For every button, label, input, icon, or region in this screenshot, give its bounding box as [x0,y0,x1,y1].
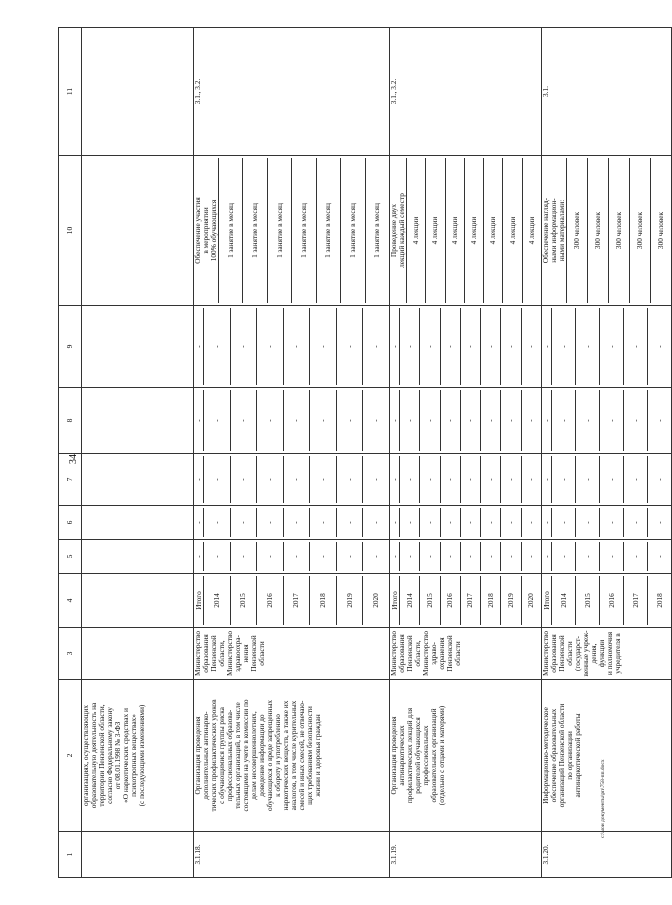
funding-federal [82,506,194,540]
indicator-value: 1 занятие в месяц [340,158,364,303]
funding-local-value: - [542,419,551,422]
activity-name: Информационно-методическое обеспечение образовательных организаций Пензенской области по организации антинаркотической работы [542,680,672,832]
funding-local-value: - [336,390,363,451]
funding-federal-value: - [194,521,203,524]
funding-regional-value: - [419,456,439,503]
indicator-value: 1 занятие в месяц [316,158,340,303]
funding-local [542,388,672,454]
funding-total-value: - [390,555,399,558]
funding-local-value: - [203,390,230,451]
indicator-heading: Обеспечение нагляд- ными информацион- ными материалами: [541,197,567,264]
period [194,574,390,628]
funding-other-value: - [283,308,310,385]
period-value: 2015 [230,576,257,625]
period-value: 2015 [419,576,439,625]
funding-total-value: - [500,542,520,571]
funding-federal-value: - [440,508,460,537]
funding-total-value: - [521,542,541,571]
funding-total-value: - [440,542,460,571]
funding-federal-value: - [599,508,623,537]
funding-federal-value: - [500,508,520,537]
funding-other-value: - [500,308,520,385]
funding-local-value: - [551,390,575,451]
funding-other-value: - [542,345,551,348]
funding-other-value: - [399,308,419,385]
indicator-value: 300 человек [629,158,650,303]
funding-local-value: - [647,390,671,451]
funding-regional-value: - [230,456,257,503]
period-value: 2015 [575,576,599,625]
funding-total-value: - [419,542,439,571]
item-number: 3.1.18. [194,832,390,878]
funding-federal-value: - [460,508,480,537]
period-value: 2020 [521,576,541,625]
period-value: 2018 [647,576,671,625]
target-indicator-ref: 3.1., 3.2. [390,28,542,156]
funding-regional [390,454,542,506]
col-header: 10 [59,156,82,306]
funding-federal-value: - [362,508,389,537]
funding-other-value: - [575,308,599,385]
funding-other-value: - [480,308,500,385]
period-value: 2014 [203,576,230,625]
funding-federal-value: - [390,521,399,524]
funding-regional-value: - [390,478,399,481]
item-number [82,832,194,878]
item-number: 3.1.19. [390,832,542,878]
funding-local-value: - [480,390,500,451]
col-header: 4 [59,574,82,628]
indicator-heading: Обеспечение участия в мероприятии 100% обучающихся [193,197,219,264]
program-table [58,27,672,878]
period [390,574,542,628]
funding-regional [542,454,672,506]
period-value: 2016 [599,576,623,625]
funding-regional-value: - [309,456,336,503]
funding-local-value: - [362,390,389,451]
indicator-value: 4 лекции [464,158,483,303]
funding-total-value: - [599,542,623,571]
executor: Министерство образования Пензенской области, Министерство здравоохра- нения Пензенской области [194,628,390,680]
funding-federal-value: - [309,508,336,537]
funding-local-value: - [440,390,460,451]
funding-other-value: - [390,345,399,348]
funding-other-value: - [256,308,283,385]
funding-other-value: - [194,345,203,348]
funding-total-value: - [460,542,480,571]
executor: Министерство образования Пензенской области (государст- венные учреж- дения, функции и полномочия учредителя в [542,628,672,680]
funding-total-value: - [283,542,310,571]
funding-regional-value: - [542,478,551,481]
funding-federal-value: - [399,508,419,537]
funding-other [542,306,672,388]
period-value: 2016 [256,576,283,625]
funding-total [194,540,390,574]
activity-name: организациях, осуществляющих образовательную деятельность на территории Пензенской области, согласно Федеральному закону от 08.01.1998 № 3-ФЗ «О наркотических средствах и психотропных веществах» (с последующими изменениями) [82,680,194,832]
indicator-value: 300 человек [608,158,629,303]
col-header: 9 [59,306,82,388]
funding-total [82,540,194,574]
funding-federal-value: - [283,508,310,537]
col-header: 2 [59,680,82,832]
funding-total-value: - [256,542,283,571]
funding-federal-value: - [521,508,541,537]
executor [82,628,194,680]
indicator-value: 1 занятие в месяц [218,158,242,303]
period [542,574,672,628]
funding-local-value: - [521,390,541,451]
activity-name: Организация проведения антинаркотических профилактических лекций для родителей обучающихся профессиональных образовательных организаций (отдельно с отцами и матерями) [390,680,542,832]
funding-total [390,540,542,574]
funding-federal-value: - [480,508,500,537]
funding-regional-value: - [521,456,541,503]
indicator-value: 4 лекции [445,158,464,303]
executor: Министерство образования Пензенской области, Министерство здраво- охранения Пензенской области [390,628,542,680]
funding-local-value: - [419,390,439,451]
funding-federal-value: - [575,508,599,537]
period-value: 2020 [362,576,389,625]
col-header: 11 [59,28,82,156]
indicator-value: 1 занятие в месяц [291,158,315,303]
funding-regional-value: - [399,456,419,503]
funding-regional-value: - [283,456,310,503]
funding-local-value: - [460,390,480,451]
table-row [194,28,390,878]
period-value: 2016 [440,576,460,625]
funding-federal [542,506,672,540]
col-header: 7 [59,454,82,506]
period-value: 2014 [551,576,575,625]
period-value: 2017 [623,576,647,625]
funding-local [390,388,542,454]
indicators [390,156,542,306]
col-header: 1 [59,832,82,878]
funding-local-value: - [399,390,419,451]
funding-local [194,388,390,454]
funding-total-value: - [362,542,389,571]
funding-other-value: - [460,308,480,385]
funding-regional-value: - [623,456,647,503]
funding-federal-value: - [203,508,230,537]
funding-federal-value: - [256,508,283,537]
col-header: 5 [59,540,82,574]
funding-federal-value: - [230,508,257,537]
page-number: 34 [68,454,79,464]
funding-federal-value: - [551,508,575,537]
funding-total-value: - [575,542,599,571]
indicator-value: 4 лекции [522,158,541,303]
period-value: 2018 [309,576,336,625]
period-value: 2017 [283,576,310,625]
funding-regional-value: - [336,456,363,503]
funding-regional-value: - [480,456,500,503]
period-value: 2014 [399,576,419,625]
funding-other-value: - [203,308,230,385]
column-number-row [59,28,82,878]
funding-federal-value: - [419,508,439,537]
indicators [82,156,194,306]
period-value: 2017 [460,576,480,625]
table-row [82,28,194,878]
funding-regional-value: - [647,456,671,503]
funding-regional-value: - [599,456,623,503]
indicator-value: 300 человек [566,158,587,303]
funding-total-value: - [623,542,647,571]
indicator-heading: Проведение двух лекций каждый семестр [389,193,407,268]
period-value: Итого [390,591,399,610]
target-indicator-ref: 3.1., 3.2. [194,28,390,156]
funding-total [542,540,672,574]
funding-other-value: - [362,308,389,385]
funding-total-value: - [336,542,363,571]
col-header: 3 [59,628,82,680]
funding-total-value: - [230,542,257,571]
funding-local-value: - [194,419,203,422]
funding-other-value: - [440,308,460,385]
funding-local-value: - [575,390,599,451]
indicator-value: 300 человек [650,158,671,303]
period-value: 2019 [336,576,363,625]
funding-total-value: - [309,542,336,571]
indicator-value: 300 человек [587,158,608,303]
funding-regional-value: - [500,456,520,503]
indicator-value: 1 занятие в месяц [242,158,266,303]
indicator-value: 4 лекции [406,158,425,303]
funding-regional-value: - [194,478,203,481]
period [82,574,194,628]
funding-local [82,388,194,454]
indicators [542,156,672,306]
period-value: 2018 [480,576,500,625]
indicator-value: 4 лекции [425,158,444,303]
funding-federal-value: - [623,508,647,537]
funding-total-value: - [551,542,575,571]
funding-local-value: - [500,390,520,451]
funding-regional [194,454,390,506]
funding-federal-value: - [542,521,551,524]
funding-regional-value: - [575,456,599,503]
funding-other-value: - [336,308,363,385]
funding-federal [194,506,390,540]
funding-federal-value: - [647,508,671,537]
funding-local-value: - [309,390,336,451]
funding-total-value: - [194,555,203,558]
funding-other-value: - [623,308,647,385]
funding-local-value: - [283,390,310,451]
period-value: Итого [194,591,203,610]
activity-name: Организация проведения дополнительных антинарко- тических профилактических уроков с обучающимися группы риска профессиональных образова- тельных организаций, в том числе состоящими на учете в комиссии по делам несовершеннолетних, доведение информации до обучающихся о вреде запрещенных к обороту и употреблению наркотических веществ, а также их аналогов, в том числе курительных смесей и иных смесей, не отвечаю- щих требованиям безопасности жизни и здоровья граждан [194,680,390,832]
funding-regional-value: - [362,456,389,503]
indicators [194,156,390,306]
funding-other-value: - [599,308,623,385]
indicator-value: 1 занятие в месяц [365,158,389,303]
funding-regional-value: - [551,456,575,503]
table-row [390,28,542,878]
funding-regional-value: - [460,456,480,503]
table-row [542,28,672,878]
funding-other-value: - [647,308,671,385]
funding-other-value: - [551,308,575,385]
col-header: 8 [59,388,82,454]
funding-total-value: - [399,542,419,571]
period-value: 2019 [500,576,520,625]
funding-local-value: - [256,390,283,451]
target-indicator-ref: 3.1. [542,28,672,156]
funding-other-value: - [230,308,257,385]
funding-regional-value: - [203,456,230,503]
period-value: Итого [542,591,551,610]
funding-total-value: - [647,542,671,571]
funding-total-value: - [480,542,500,571]
funding-other-value: - [521,308,541,385]
funding-local-value: - [623,390,647,451]
indicator-value: 4 лекции [483,158,502,303]
funding-other [82,306,194,388]
indicator-value: 4 лекции [502,158,521,303]
funding-regional-value: - [256,456,283,503]
funding-other [194,306,390,388]
funding-total-value: - [542,555,551,558]
funding-local-value: - [230,390,257,451]
funding-regional [82,454,194,506]
indicator-value: 1 занятие в месяц [267,158,291,303]
funding-federal-value: - [336,508,363,537]
funding-other-value: - [419,308,439,385]
funding-total-value: - [203,542,230,571]
col-header: 6 [59,506,82,540]
funding-other-value: - [309,308,336,385]
funding-regional-value: - [440,456,460,503]
item-number: 3.1.20. [542,832,672,878]
funding-federal [390,506,542,540]
funding-local-value: - [390,419,399,422]
funding-local-value: - [599,390,623,451]
target-indicator-ref [82,28,194,156]
footer-file-path: c:\мои документы\рп\758-пп.docx [600,759,606,838]
funding-other [390,306,542,388]
